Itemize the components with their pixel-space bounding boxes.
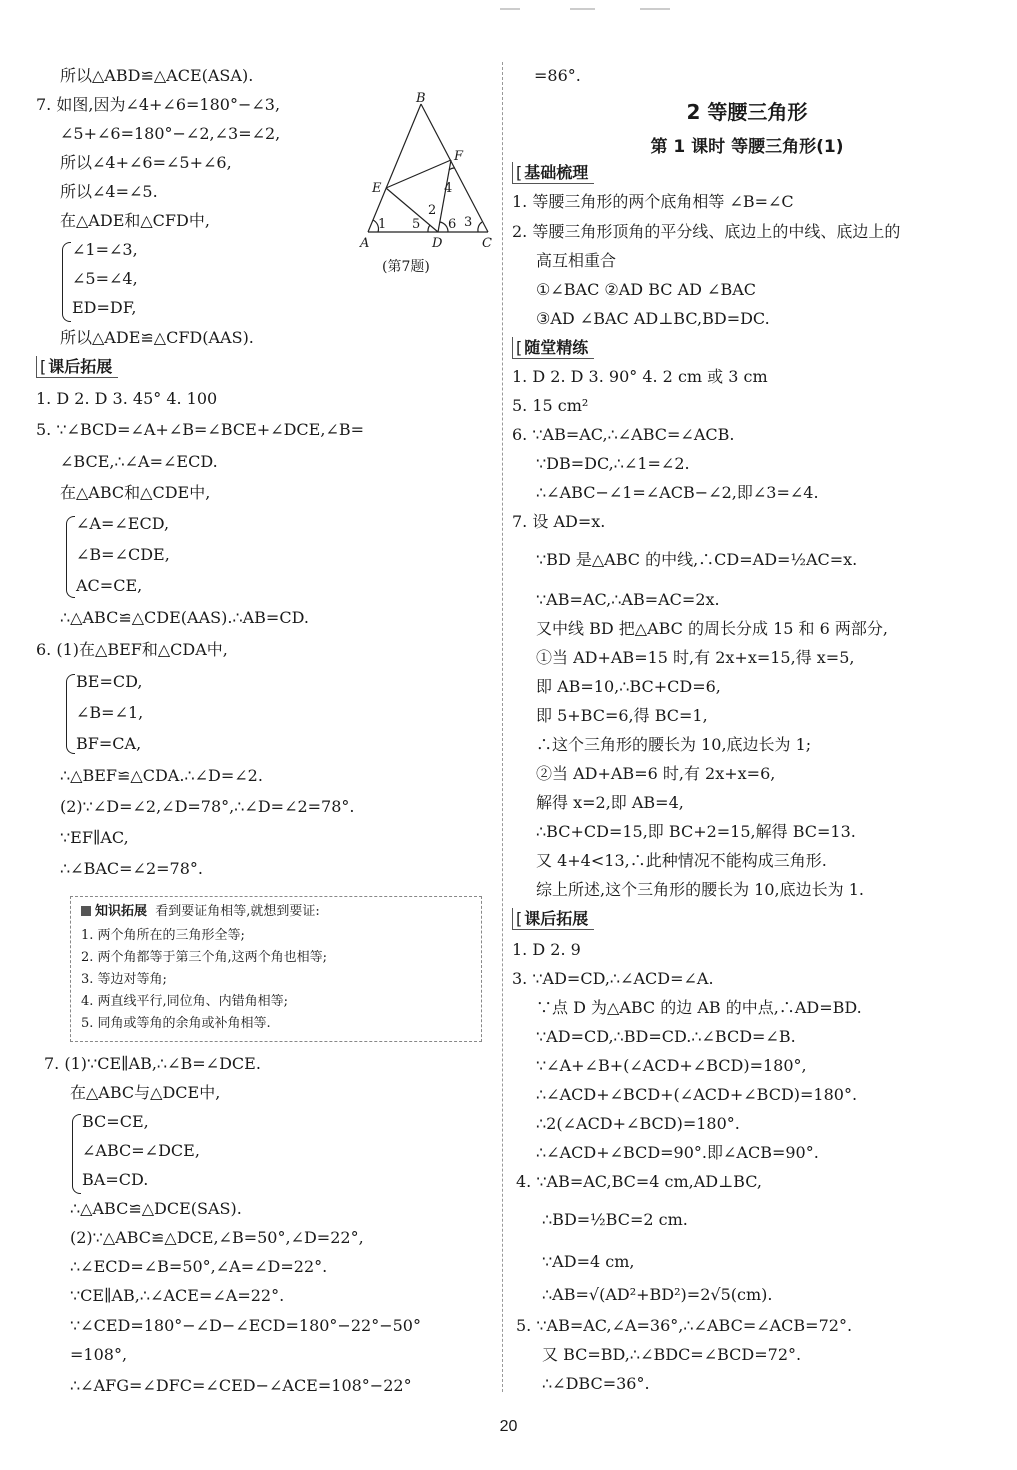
problem-5-line: 5. ∵∠BCD=∠A+∠B=∠BCE+∠DCE,∠B=	[36, 420, 365, 439]
section-header: [ 课后拓展	[512, 908, 588, 930]
label-3: 3	[464, 215, 473, 230]
text-line: 2. 等腰三角形顶角的平分线、底边上的中线、底边上的	[512, 222, 901, 241]
answers-line: 1. D 2. 9	[512, 940, 581, 959]
text-line: ③AD ∠BAC AD⊥BC,BD=DC.	[536, 309, 770, 328]
figure-caption: (第7题)	[382, 259, 430, 275]
knowledge-box	[70, 896, 482, 1042]
text-line: ∵DB=DC,∴∠1=∠2.	[536, 454, 690, 473]
text-line: 5. ∵AB=AC,∠A=36°,∴∠ABC=∠ACB=72°.	[516, 1316, 853, 1335]
text-line: (2)∵△ABC≌△DCE,∠B=50°,∠D=22°,	[70, 1228, 364, 1247]
knowledge-box-title: 知识拓展	[95, 904, 148, 919]
text-line: ∴∠DBC=36°.	[542, 1374, 650, 1393]
text-line: ∴∠BAC=∠2=78°.	[60, 859, 203, 878]
knowledge-item: 3. 等边对等角;	[81, 972, 167, 987]
knowledge-box-intro: 看到要证角相等,就想到要证:	[155, 904, 320, 919]
knowledge-item: 2. 两个角都等于第三个角,这两个角也相等;	[81, 950, 328, 965]
text-line: 又中线 BD 把△ABC 的周长分成 15 和 6 两部分,	[536, 619, 888, 638]
text-line: 解得 x=2,即 AB=4,	[536, 793, 684, 812]
text-line: ∵EF∥AC,	[60, 828, 129, 847]
text-line: 即 5+BC=6,得 BC=1,	[536, 706, 708, 725]
text-line: ∠5+∠6=180°−∠2,∠3=∠2,	[60, 124, 281, 143]
text-line: ∵AD=4 cm,	[542, 1252, 635, 1271]
condition-line: ∠B=∠1,	[76, 703, 144, 722]
text-line: ∴∠ECD=∠B=50°,∠A=∠D=22°.	[70, 1257, 328, 1276]
text-line: 6. ∵AB=AC,∴∠ABC=∠ACB.	[512, 425, 735, 444]
text-line: ∵AD=CD,∴BD=CD.∴∠BCD=∠B.	[536, 1027, 796, 1046]
condition-line: BF=CA,	[76, 734, 142, 753]
text-line: ∴BD=½BC=2 cm.	[542, 1210, 688, 1229]
text-line: 又 BC=BD,∴∠BDC=∠BCD=72°.	[542, 1345, 802, 1364]
brace	[66, 674, 75, 754]
text-line: ∴2(∠ACD+∠BCD)=180°.	[536, 1114, 740, 1133]
text-line: 3. ∵AD=CD,∴∠ACD=∠A.	[512, 969, 714, 988]
answers-line: 1. D 2. D 3. 45° 4. 100	[36, 389, 218, 408]
text-line: 在△ABC和△CDE中,	[60, 483, 211, 502]
condition-line: AC=CE,	[76, 576, 143, 595]
label-4: 4	[444, 181, 453, 196]
text-line: ∴AB=√(AD²+BD²)=2√5(cm).	[542, 1285, 773, 1304]
label-C: C	[482, 236, 492, 251]
text-line: ∵AB=AC,∴AB=AC=2x.	[536, 590, 720, 609]
condition-line: ∠A=∠ECD,	[76, 514, 170, 533]
condition-line: BE=CD,	[76, 672, 143, 691]
problem-7b-line: 7. (1)∵CE∥AB,∴∠B=∠DCE.	[44, 1054, 261, 1073]
lesson-title: 第 1 课时 等腰三角形(1)	[650, 137, 844, 157]
text-line: ∵点 D 为△ABC 的边 AB 的中点,∴AD=BD.	[536, 998, 862, 1017]
text-line: ∴这个三角形的腰长为 10,底边长为 1;	[536, 735, 812, 754]
text-line: 高互相重合	[536, 251, 617, 270]
problem-7-line: 7. 如图,因为∠4+∠6=180°−∠3,	[36, 95, 281, 114]
text-line: ∵∠CED=180°−∠D−∠ECD=180°−22°−50°	[70, 1316, 421, 1335]
section-header: [ 课后拓展	[36, 356, 112, 378]
label-1: 1	[378, 217, 387, 232]
section-header: [ 随堂精练	[512, 337, 588, 359]
condition-line: BC=CE,	[82, 1112, 149, 1131]
page-number: 20	[499, 1418, 518, 1435]
condition-line: ED=DF,	[72, 298, 137, 317]
brace	[72, 1114, 81, 1194]
text-line: ∵∠A+∠B+(∠ACD+∠BCD)=180°,	[536, 1056, 807, 1075]
knowledge-box-header	[81, 903, 320, 921]
triangle-figure	[356, 92, 506, 254]
text-line: 综上所述,这个三角形的腰长为 10,底边长为 1.	[536, 880, 864, 899]
text-line: ∴△BEF≌△CDA.∴∠D=∠2.	[60, 766, 263, 785]
text-line: ①当 AD+AB=15 时,有 2x+x=15,得 x=5,	[536, 648, 855, 667]
text-line: 在△ABC与△DCE中,	[70, 1083, 221, 1102]
text-line: ∴∠ACD+∠BCD=90°.即∠ACB=90°.	[536, 1143, 819, 1162]
text-line: 即 AB=10,∴BC+CD=6,	[536, 677, 721, 696]
chapter-title: 2 等腰三角形	[686, 100, 808, 124]
text-line: ∴△ABC≌△CDE(AAS).∴AB=CD.	[60, 608, 309, 627]
text-line: ∴∠ACD+∠BCD+(∠ACD+∠BCD)=180°.	[536, 1085, 858, 1104]
label-F: F	[454, 149, 464, 164]
text-line: 所以△ADE≌△CFD(AAS).	[60, 328, 254, 347]
text-line: 5. 15 cm²	[512, 396, 589, 415]
column-divider	[502, 62, 503, 1392]
label-2: 2	[428, 203, 437, 218]
text-line: =108°,	[70, 1345, 128, 1364]
condition-line: ∠5=∠4,	[72, 269, 138, 288]
condition-line: ∠B=∠CDE,	[76, 545, 170, 564]
label-A: A	[360, 236, 370, 251]
text-line: 在△ADE和△CFD中,	[60, 211, 210, 230]
knowledge-item: 1. 两个角所在的三角形全等;	[81, 928, 245, 943]
text-line: 所以△ABD≌△ACE(ASA).	[60, 66, 254, 85]
brace	[66, 516, 75, 598]
top-edge-marks	[500, 0, 680, 8]
text-line: ∴△ABC≌△DCE(SAS).	[70, 1199, 242, 1218]
condition-line: ∠ABC=∠DCE,	[82, 1141, 200, 1160]
text-line: 所以∠4+∠6=∠5+∠6,	[60, 153, 232, 172]
text-line: =86°.	[534, 66, 581, 85]
brace	[62, 242, 71, 322]
label-E: E	[372, 181, 382, 196]
label-5: 5	[412, 217, 421, 232]
text-line: 7. 设 AD=x.	[512, 512, 606, 531]
condition-line: BA=CD.	[82, 1170, 149, 1189]
text-line: ∵BD 是△ABC 的中线,∴CD=AD=½AC=x.	[536, 550, 858, 569]
knowledge-icon	[81, 906, 91, 916]
label-B: B	[416, 92, 426, 106]
text-line: ∴∠ABC−∠1=∠ACB−∠2,即∠3=∠4.	[536, 483, 819, 502]
text-line: ①∠BAC ②AD BC AD ∠BAC	[536, 280, 757, 299]
condition-line: ∠1=∠3,	[72, 240, 138, 259]
text-line: ∵CE∥AB,∴∠ACE=∠A=22°.	[70, 1286, 285, 1305]
knowledge-item: 4. 两直线平行,同位角、内错角相等;	[81, 994, 289, 1009]
label-6: 6	[448, 217, 457, 232]
knowledge-item: 5. 同角或等角的余角或补角相等.	[81, 1016, 271, 1031]
section-header: [ 基础梳理	[512, 162, 588, 184]
text-line: ②当 AD+AB=6 时,有 2x+x=6,	[536, 764, 776, 783]
problem-6-line: 6. (1)在△BEF和△CDA中,	[36, 640, 228, 659]
text-line: 所以∠4=∠5.	[60, 182, 158, 201]
text-line: ∠BCE,∴∠A=∠ECD.	[60, 452, 218, 471]
text-line: (2)∵∠D=∠2,∠D=78°,∴∠D=∠2=78°.	[60, 797, 355, 816]
text-line: 又 4+4<13,∴此种情况不能构成三角形.	[536, 851, 827, 870]
text-line: 4. ∵AB=AC,BC=4 cm,AD⊥BC,	[516, 1172, 762, 1191]
text-line: 1. 等腰三角形的两个底角相等 ∠B=∠C	[512, 192, 794, 211]
text-line: ∴∠AFG=∠DFC=∠CED−∠ACE=108°−22°	[70, 1376, 412, 1395]
text-line: ∴BC+CD=15,即 BC+2=15,解得 BC=13.	[536, 822, 856, 841]
label-D: D	[432, 236, 443, 251]
answers-line: 1. D 2. D 3. 90° 4. 2 cm 或 3 cm	[512, 367, 768, 386]
